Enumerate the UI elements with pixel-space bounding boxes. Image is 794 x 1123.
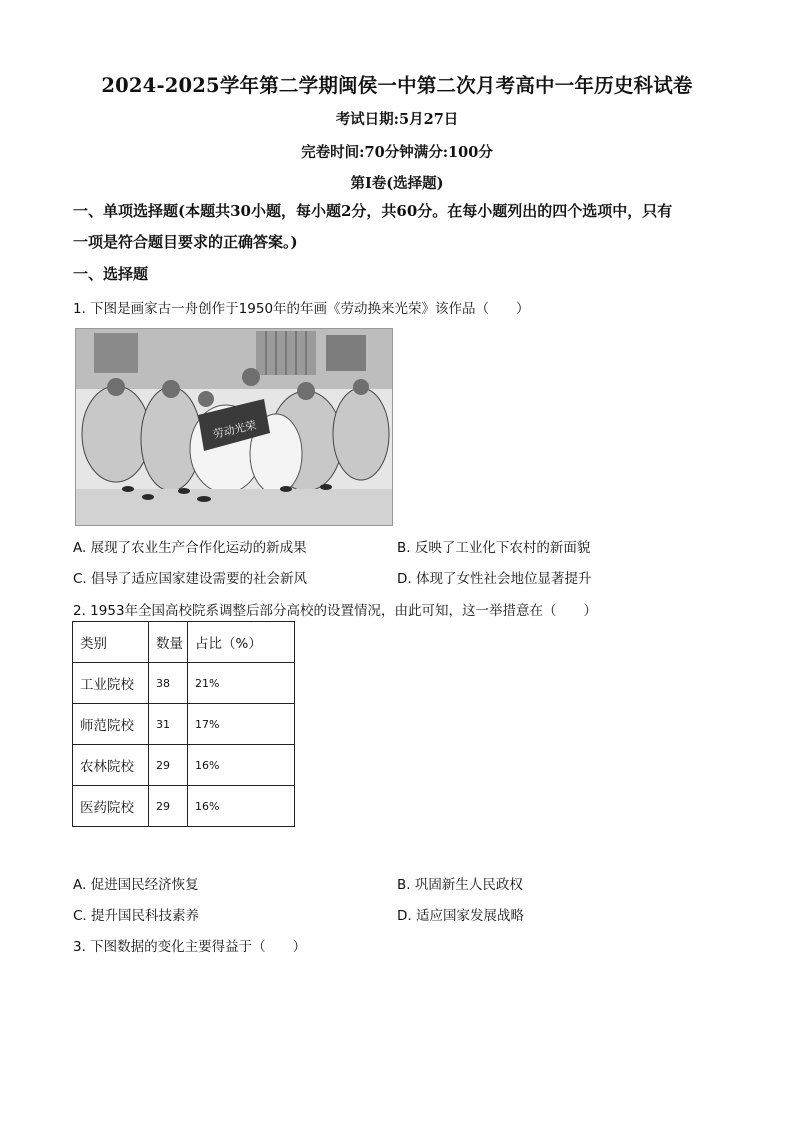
- header-cell: 占比（%）: [188, 622, 295, 663]
- q1-option-b: B. 反映了工业化下农村的新面貌: [397, 540, 591, 556]
- table-cell: 师范院校: [73, 704, 149, 745]
- q1-option-c: C. 倡导了适应国家建设需要的社会新风: [73, 571, 308, 587]
- table-cell: 农林院校: [73, 745, 149, 786]
- header-cell: 类别: [73, 622, 149, 663]
- question-1-image: [75, 328, 393, 526]
- banner-text: 劳动光荣: [211, 418, 258, 442]
- page-title: 2024-2025学年第二学期闽侯一中第二次月考高中一年历史科试卷: [101, 74, 693, 97]
- table-cell: 21%: [188, 663, 295, 704]
- college-setup-table: [72, 621, 295, 827]
- table-row: [73, 663, 295, 704]
- table-cell: 31: [149, 704, 188, 745]
- q2-option-a: A. 促进国民经济恢复: [73, 877, 199, 893]
- table-cell: 16%: [188, 745, 295, 786]
- table-row: [73, 704, 295, 745]
- new-year-painting-illustration: [76, 329, 392, 525]
- instructions-line-2: 一项是符合题目要求的正确答案。): [73, 233, 298, 251]
- table-cell: 17%: [188, 704, 295, 745]
- table-header-row: [73, 622, 295, 663]
- question-2-stem: 2. 1953年全国高校院系调整后部分高校的设置情况，由此可知，这一举措意在（ ）: [73, 603, 598, 619]
- q2-option-d: D. 适应国家发展战略: [397, 908, 524, 924]
- table-cell: 38: [149, 663, 188, 704]
- exam-date: 考试日期:5月27日: [335, 111, 459, 128]
- instructions-line-1: 一、单项选择题(本题共30小题，每小题2分，共60分。在每小题列出的四个选项中，只有: [73, 202, 673, 220]
- table-cell: 工业院校: [73, 663, 149, 704]
- instructions: [73, 196, 733, 258]
- q2-option-c: C. 提升国民科技素养: [73, 908, 200, 924]
- q2-option-b: B. 巩固新生人民政权: [397, 877, 523, 893]
- section-heading: 一、选择题: [73, 265, 149, 283]
- volume-heading: 第I卷(选择题): [350, 175, 444, 192]
- table-row: [73, 786, 295, 827]
- table-cell: 29: [149, 745, 188, 786]
- q1-option-a: A. 展现了农业生产合作化运动的新成果: [73, 540, 307, 556]
- q1-option-d: D. 体现了女性社会地位显著提升: [397, 571, 592, 587]
- exam-duration: 完卷时间:70分钟满分:100分: [301, 144, 493, 161]
- header-cell: 数量: [149, 622, 188, 663]
- question-3-stem: 3. 下图数据的变化主要得益于（ ）: [73, 939, 307, 955]
- question-1-stem: 1. 下图是画家古一舟创作于1950年的年画《劳动换来光荣》该作品（ ）: [73, 301, 530, 317]
- table-row: [73, 745, 295, 786]
- table-cell: 29: [149, 786, 188, 827]
- table-cell: 16%: [188, 786, 295, 827]
- table-cell: 医药院校: [73, 786, 149, 827]
